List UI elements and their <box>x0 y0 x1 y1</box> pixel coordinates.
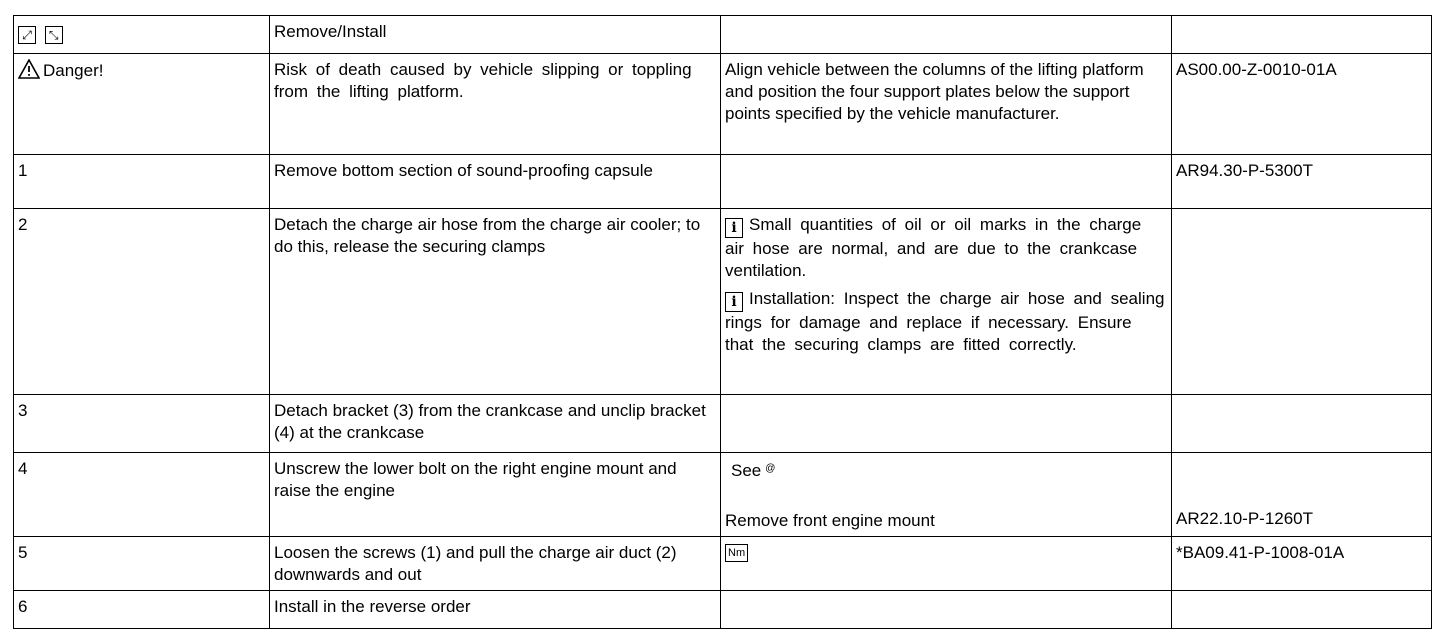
step-number: 3 <box>14 395 270 453</box>
step-ref <box>1172 395 1432 453</box>
step-note-cell <box>721 209 1172 395</box>
step-number: 5 <box>14 537 270 591</box>
step-number: 6 <box>14 591 270 629</box>
header-empty-cell <box>721 16 1172 54</box>
step-row <box>14 395 1432 453</box>
step-text: Install in the reverse order <box>270 591 721 629</box>
step-text: Detach bracket (3) from the crankcase and unclip bracket (4) at the crankcase <box>270 395 721 453</box>
step-number: 2 <box>14 209 270 395</box>
note-paragraph <box>725 288 1167 356</box>
linked-procedure[interactable]: Remove front engine mount <box>725 511 935 530</box>
step-text: Unscrew the lower bolt on the right engine mount and raise the engine <box>270 453 721 537</box>
header-row <box>14 16 1432 54</box>
info-icon: i <box>725 218 743 238</box>
danger-risk <box>270 54 721 155</box>
step-row <box>14 155 1432 209</box>
step-note-cell <box>721 591 1172 629</box>
info-icon: i <box>725 292 743 312</box>
step-text: Detach the charge air hose from the charge air cooler; to do this, release the securing clamps <box>270 209 721 395</box>
step-note-cell <box>721 453 1172 537</box>
torque-nm-icon[interactable]: Nm <box>725 544 748 562</box>
step-ref <box>1172 591 1432 629</box>
collapse-icon[interactable] <box>45 26 63 44</box>
header-empty-cell <box>1172 16 1432 54</box>
danger-cell <box>14 54 270 155</box>
note-paragraph <box>725 214 1167 282</box>
step-note-cell <box>721 395 1172 453</box>
danger-label: Danger! <box>43 61 104 80</box>
warning-triangle-icon <box>18 59 40 79</box>
header-icons-cell <box>14 16 270 54</box>
step-ref-link[interactable]: AR22.10-P-1260T <box>1176 509 1314 528</box>
note-text: Small quantities of oil or oil marks in the charge air hose are normal, and are due to the crankcase ventilation. <box>725 215 1142 280</box>
step-row <box>14 537 1432 591</box>
danger-row <box>14 54 1432 155</box>
step-note-cell <box>721 537 1172 591</box>
procedure-table <box>13 15 1432 629</box>
step-ref <box>1172 453 1432 537</box>
link-icon[interactable]: @ <box>765 463 776 474</box>
danger-risk-text: Risk of death caused by vehicle slipping or toppling from the lifting platform. <box>274 60 692 101</box>
expand-icon[interactable] <box>18 26 36 44</box>
see-reference[interactable] <box>725 458 1167 482</box>
header-title: Remove/Install <box>270 16 721 54</box>
danger-ref[interactable]: AS00.00-Z-0010-01A <box>1172 54 1432 155</box>
step-row <box>14 591 1432 629</box>
step-ref[interactable]: *BA09.41-P-1008-01A <box>1172 537 1432 591</box>
step-text: Loosen the screws (1) and pull the charge air duct (2) downwards and out <box>270 537 721 591</box>
see-label: See <box>731 461 762 480</box>
step-row <box>14 453 1432 537</box>
step-ref <box>1172 209 1432 395</box>
danger-measure: Align vehicle between the columns of the lifting platform and position the four support plates below the support points specified by the vehicle manufacturer. <box>721 54 1172 155</box>
step-text: Remove bottom section of sound-proofing capsule <box>270 155 721 209</box>
step-ref[interactable]: AR94.30-P-5300T <box>1172 155 1432 209</box>
step-number: 1 <box>14 155 270 209</box>
note-text: Installation: Inspect the charge air hose and sealing rings for damage and replace if necessary. Ensure that the securing clamps are fitted correctly. <box>725 289 1165 354</box>
step-note-cell <box>721 155 1172 209</box>
step-number: 4 <box>14 453 270 537</box>
step-row <box>14 209 1432 395</box>
